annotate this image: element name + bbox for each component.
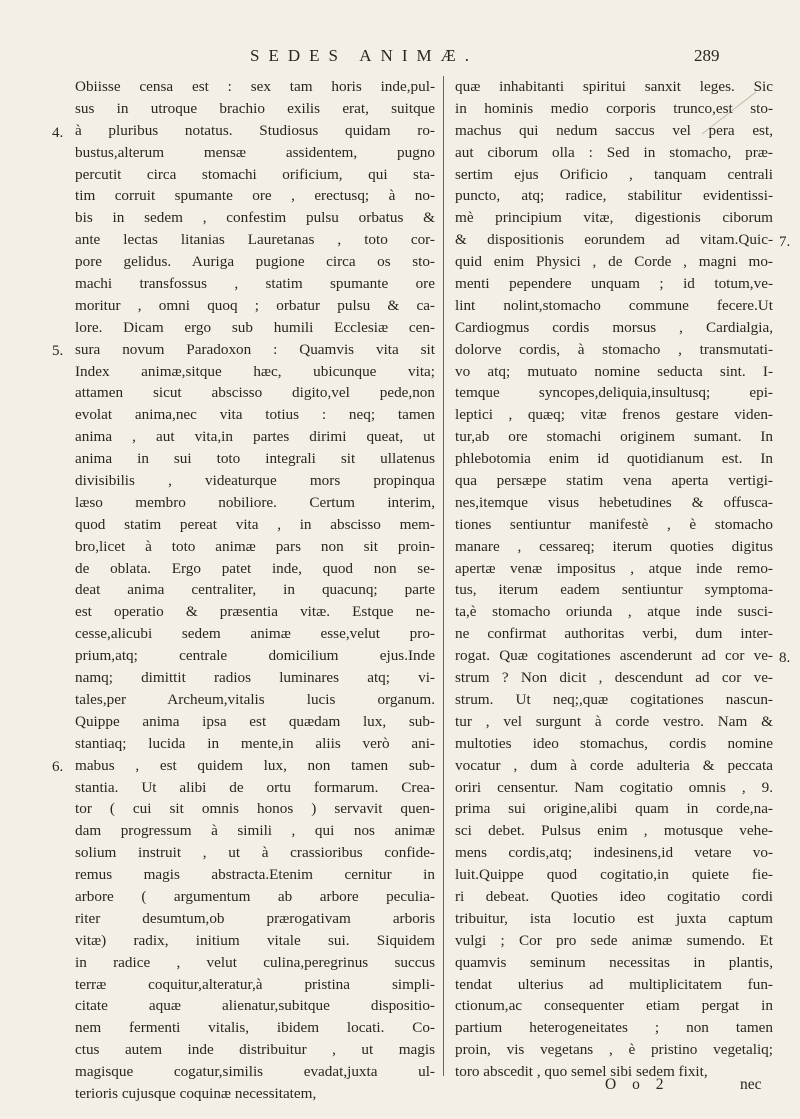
marginal-number: 7. [779, 234, 791, 250]
text-line: partium heterogeneitates ; non tamen [455, 1019, 773, 1037]
text-line: terioris cujusque coquinæ necessitatem, [75, 1084, 317, 1102]
text-line: remus magis abstracta.Etenim cernitur in [75, 866, 435, 884]
text-line: puncto, atq; radice, stabilitur evidentissi- [455, 187, 773, 205]
text-line: & dispositionis eorundem ad vitam.Quic- [455, 231, 773, 249]
text-line: pore gelidus. Auriga pugione circa os sto- [75, 253, 435, 271]
running-head: SEDES ANIMÆ. [250, 46, 478, 65]
text-line: tor ( cui sit omnis honos ) servavit quen- [75, 800, 435, 818]
text-line: sura novum Paradoxon : Quamvis vita sit [75, 340, 435, 358]
text-line: quod statim pereat vita , in abscisso mem- [75, 515, 435, 533]
text-line: ctionum,ac consequenter etiam pergat in [455, 997, 773, 1015]
column-divider [443, 76, 444, 1076]
text-line: phlebotomia enim id quotidianum est. In [455, 450, 773, 468]
catchword: nec [740, 1076, 762, 1093]
text-line: de oblata. Ergo patet inde, quod non se- [75, 559, 435, 577]
text-line: vitæ) radix, initium vitale sui. Siquidem [75, 931, 435, 949]
text-line: deat anima centraliter, in quacunq; parte [75, 581, 435, 599]
text-line: luit.Quippe quod cogitatio,in quiete fie- [455, 866, 773, 884]
text-line: quamvis seminum necessitas in plantis, [455, 953, 773, 971]
text-line: stantiaq; lucida in mente,in aliis verò ani- [75, 734, 435, 752]
text-line: oriri censentur. Nam cogitatio omnis , 9. [455, 778, 773, 796]
text-line: in radice , velut culina,peregrinus succus [75, 953, 435, 971]
text-line: cesse,alicubi sedem animæ esse,velut pro- [75, 625, 435, 643]
text-line: ante lectas litanias Lauretanas , toto cor- [75, 231, 435, 249]
text-line: bustus,alterum mensæ assidentem, pugno [75, 143, 435, 161]
text-line: tales,per Archeum,vitalis lucis organum. [75, 690, 435, 708]
text-line: Index animæ,sitque hæc, ubicunque vita; [75, 362, 435, 380]
left-column [75, 76, 435, 1105]
text-line: stantia. Ut alibi de ortu formarum. Crea- [75, 778, 435, 796]
text-line: sci debet. Pulsus enim , motusque vehe- [455, 822, 773, 840]
text-line: citate aquæ alienatur,subitque dispositio- [75, 997, 435, 1015]
page-number: 289 [694, 46, 720, 65]
text-line: arbore ( argumentum ab arbore peculia- [75, 887, 435, 905]
text-line: sertim ejus Orificio , tanquam centrali [455, 165, 773, 183]
text-line: est operatio & præsentia vitæ. Estque ne- [75, 603, 435, 621]
text-line: tiones sentiuntur manifestè , è stomacho [455, 515, 773, 533]
text-line: magisque cogatur,similis evadat,juxta ul- [75, 1063, 435, 1081]
text-line: lore. Dicam ergo sub humili Ecclesiæ cen- [75, 318, 435, 336]
text-line: lint nolint,stomacho commune fecere.Ut [455, 296, 773, 314]
text-line: strum. Ut neq;,quæ cogitationes nascun- [455, 690, 773, 708]
text-line: à pluribus notatus. Studiosus quidam ro- [75, 121, 435, 139]
text-line: quid enim Physici , de Corde , magni mo- [455, 253, 773, 271]
text-line: sus in utroque brachio exilis erat, suitque [75, 99, 435, 117]
text-line: terræ coquitur,alteratur,à pristina simpli- [75, 975, 435, 993]
text-line: temque syncopes,deliquia,insultusq; epi- [455, 384, 773, 402]
text-line: tim corruit spumante ore , erectusq; à no- [75, 187, 435, 205]
text-line: læso membro nobiliore. Certum interim, [75, 493, 435, 511]
text-line: qua persæpe statim vena aperta vertigi- [455, 472, 773, 490]
text-line: prima sui origine,alibi quam in corde,na- [455, 800, 773, 818]
text-line: dolorve cordis, à stomacho , transmutati- [455, 340, 773, 358]
text-line: tus, iterum eadem sentiuntur symptoma- [455, 581, 773, 599]
text-line: proin, vis vegetans , è pristino vegetaliq; [455, 1041, 773, 1059]
text-line: moritur , omni quoq ; orbatur pulsu & ca- [75, 296, 435, 314]
text-line: mè principium vitæ, digestionis ciborum [455, 209, 773, 227]
text-line: manare , cessareq; iterum quoties digitus [455, 537, 773, 555]
text-line: percutit circa stomachi orificium, qui sta- [75, 165, 435, 183]
text-line: attamen sicut abscisso digito,vel pede,non [75, 384, 435, 402]
text-line: tribuitur, ista locutio est juxta captum [455, 909, 773, 927]
text-line: bis in sedem , confestim pulsu orbatus & [75, 209, 435, 227]
text-line: aut ciborum olla : Sed in stomacho, præ- [455, 143, 773, 161]
text-line: ta,è stomacho oriunda , atque inde susci- [455, 603, 773, 621]
text-line: riter desumtum,ob prærogativam arboris [75, 909, 435, 927]
signature-mark: O o 2 [605, 1076, 670, 1093]
text-line: anima in sui toto integrali sit ullatenus [75, 450, 435, 468]
text-line: ctus autem inde distribuitur , ut magis [75, 1041, 435, 1059]
text-line: Quippe anima ipsa est quædam lux, sub- [75, 712, 435, 730]
text-line: divisibilis , videaturque mors propinqua [75, 472, 435, 490]
marginal-number: 5. [52, 343, 64, 359]
text-line: mabus , est quidem lux, non tamen sub- [75, 756, 435, 774]
text-line: tendat ulterius ad multiplicitatem fun- [455, 975, 773, 993]
marginal-number: 4. [52, 125, 64, 141]
text-line: vo atq; mutuato nomine seducta sint. I- [455, 362, 773, 380]
text-line: multoties ideo stomachus, cordis nomine [455, 734, 773, 752]
text-line: vulgi ; Cor pro sede animæ sumendo. Et [455, 931, 773, 949]
text-line: leptici , quæq; vitæ frenos gestare viden- [455, 406, 773, 424]
text-line: anima , aut vita,in partes dirimi queat, ut [75, 428, 435, 446]
text-line: prium,atq; centrale domicilium ejus.Inde [75, 647, 435, 665]
page-header [0, 46, 800, 70]
text-line: evolat anima,nec vita totius : neq; tamen [75, 406, 435, 424]
text-line: tur , vel surgunt à corde vestro. Nam & [455, 712, 773, 730]
marginal-number: 8. [779, 650, 791, 666]
text-line: namq; dimittit radios luminares atq; vi- [75, 669, 435, 687]
text-line: bro,licet à toto animæ pars non sit proin- [75, 537, 435, 555]
text-line: nes,itemque visus hebetudines & offusca- [455, 493, 773, 511]
text-line: dam progressum à simili , qui nos animæ [75, 822, 435, 840]
page-footer [0, 1076, 800, 1100]
text-line: in hominis medio corporis trunco,est sto- [455, 99, 773, 117]
text-line: Cardiogmus cordis morsus , Cardialgia, [455, 318, 773, 336]
marginal-number: 6. [52, 759, 64, 775]
text-line: toro abscedit , quo semel sibi sedem fixit, [455, 1063, 708, 1081]
text-line: solium instruit , ut à crassioribus confide- [75, 844, 435, 862]
text-line: mens cordis,atq; indesinens,id vetare vo- [455, 844, 773, 862]
text-line: quæ inhabitanti spiritui sanxit leges. Sic [455, 78, 773, 95]
right-column [455, 76, 773, 1083]
text-line: nem fermenti vitalis, ibidem locati. Co- [75, 1019, 435, 1037]
text-line: vocatur , dum à corde adulteria & peccata [455, 756, 773, 774]
text-line: menti pependere unquam ; id totum,ve- [455, 275, 773, 293]
text-line: ne confirmat authoritas verbi, dum inter- [455, 625, 773, 643]
text-line: strum ? Non dicit , descendunt ad cor ve- [455, 669, 773, 687]
text-line: machi transfossus , statim spumante ore [75, 275, 435, 293]
text-line: rogat. Quæ cogitationes ascenderunt ad cor ve- [455, 647, 773, 665]
text-line: machus qui nedum saccus vel pera est, [455, 121, 773, 139]
text-line: tur,ab ore stomachi originem sumant. In [455, 428, 773, 446]
text-line: apertæ venæ impositus , atque inde remo- [455, 559, 773, 577]
text-line: Obiisse censa est : sex tam horis inde,pul- [75, 78, 435, 95]
text-line: ri debeat. Quoties ideo cogitatio cordi [455, 887, 773, 905]
